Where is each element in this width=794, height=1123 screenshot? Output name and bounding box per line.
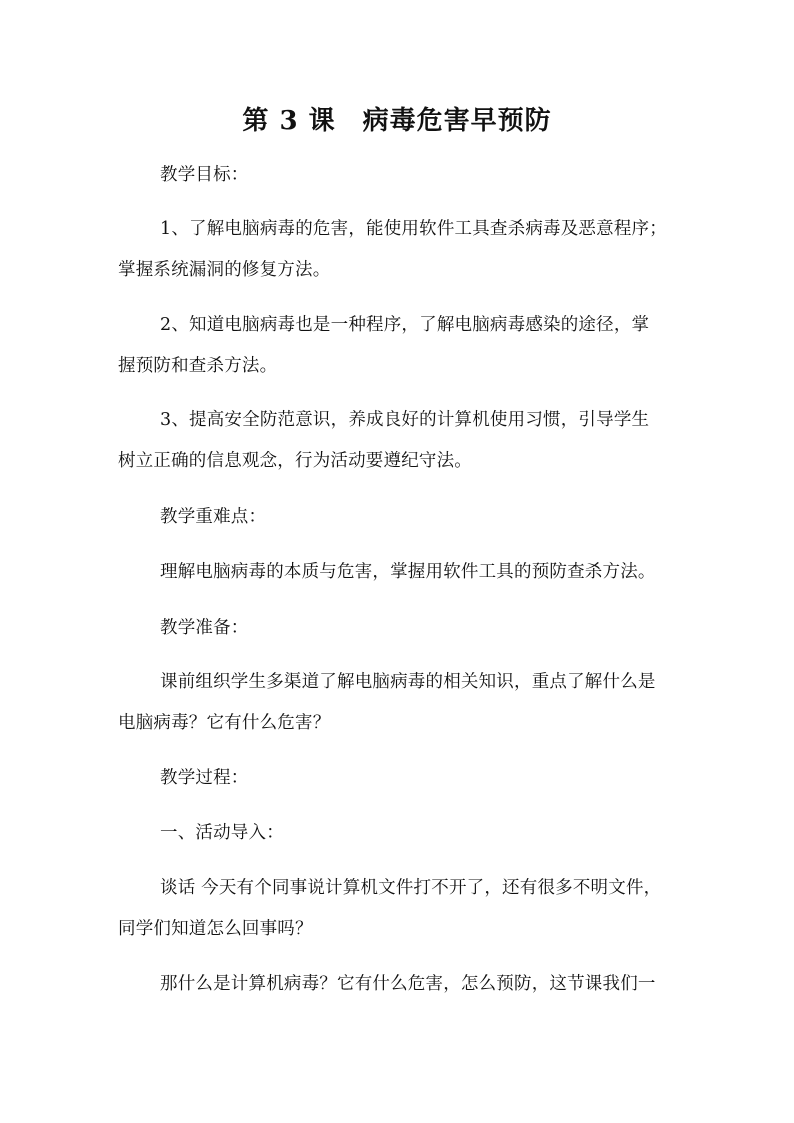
document-title: 第 3 课 病毒危害早预防 xyxy=(242,106,552,136)
paragraph-line: 握预防和查杀方法。 xyxy=(118,356,278,376)
paragraph-line: 1、了解电脑病毒的危害，能使用软件工具查杀病毒及恶意程序； xyxy=(160,219,667,239)
paragraph-line: 掌握系统漏洞的修复方法。 xyxy=(118,260,331,280)
section-heading-key-points: 教学重难点： xyxy=(160,507,267,527)
section-heading-preparation: 教学准备： xyxy=(160,618,249,638)
paragraph-line: 课前组织学生多渠道了解电脑病毒的相关知识，重点了解什么是 xyxy=(160,672,656,692)
subsection-heading-intro: 一、活动导入： xyxy=(160,823,284,843)
paragraph-line: 理解电脑病毒的本质与危害，掌握用软件工具的预防查杀方法。 xyxy=(160,562,656,582)
paragraph-line: 谈话 今天有个同事说计算机文件打不开了，还有很多不明文件， xyxy=(160,878,662,898)
section-heading-process: 教学过程： xyxy=(160,768,249,788)
paragraph-line: 树立正确的信息观念，行为活动要遵纪守法。 xyxy=(118,451,472,471)
paragraph-line: 2、知道电脑病毒也是一种程序，了解电脑病毒感染的途径，掌 xyxy=(160,315,650,335)
paragraph-line: 电脑病毒？它有什么危害？ xyxy=(118,713,331,733)
paragraph-line: 同学们知道怎么回事吗？ xyxy=(118,919,313,939)
section-heading-objectives: 教学目标： xyxy=(160,165,249,185)
paragraph-line: 那什么是计算机病毒？它有什么危害，怎么预防，这节课我们一 xyxy=(160,974,656,994)
paragraph-line: 3、提高安全防范意识，养成良好的计算机使用习惯，引导学生 xyxy=(160,410,650,430)
